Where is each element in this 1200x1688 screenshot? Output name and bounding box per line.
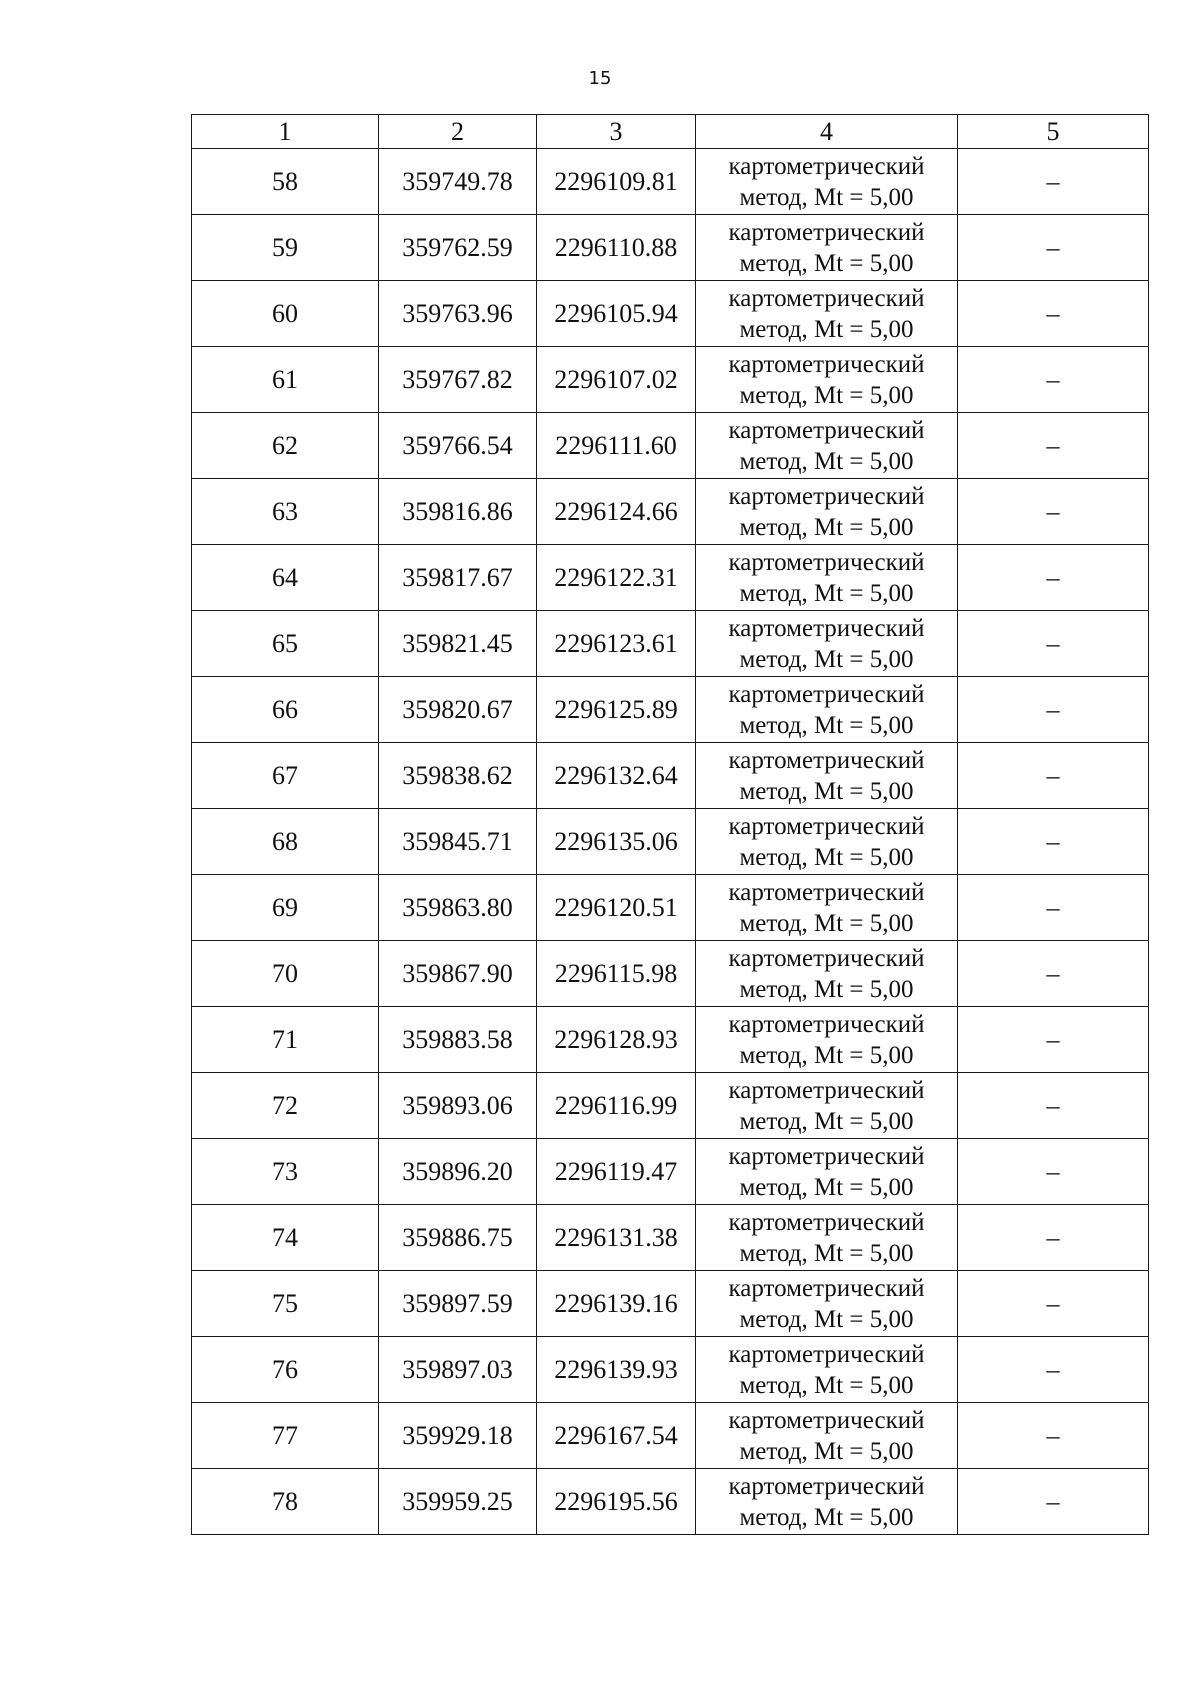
method-cell: [696, 1073, 958, 1139]
point-number-cell: 61: [192, 347, 379, 413]
point-number-cell: 70: [192, 941, 379, 1007]
method-line-2: метод, Mt = 5,00: [739, 447, 914, 475]
x-coordinate-cell: 359863.80: [379, 875, 537, 941]
table-row: [192, 1337, 1149, 1403]
table-row: [192, 875, 1149, 941]
method-line-2: метод, Mt = 5,00: [739, 975, 914, 1003]
description-cell: –: [958, 1403, 1149, 1469]
method-cell: [696, 809, 958, 875]
header-col-3: 3: [537, 115, 696, 149]
description-cell: –: [958, 215, 1149, 281]
y-coordinate-cell: 2296119.47: [537, 1139, 696, 1205]
y-coordinate-cell: 2296139.16: [537, 1271, 696, 1337]
method-cell: [696, 215, 958, 281]
method-line-1: картометрический: [728, 1142, 925, 1170]
x-coordinate-cell: 359820.67: [379, 677, 537, 743]
x-coordinate-cell: 359838.62: [379, 743, 537, 809]
method-line-2: метод, Mt = 5,00: [739, 843, 914, 871]
y-coordinate-cell: 2296132.64: [537, 743, 696, 809]
description-cell: –: [958, 149, 1149, 215]
table-row: [192, 1205, 1149, 1271]
method-cell: [696, 743, 958, 809]
description-cell: –: [958, 743, 1149, 809]
table-row: [192, 1469, 1149, 1535]
header-col-2: 2: [379, 115, 537, 149]
method-line-2: метод, Mt = 5,00: [739, 183, 914, 211]
point-number-cell: 74: [192, 1205, 379, 1271]
method-cell: [696, 941, 958, 1007]
y-coordinate-cell: 2296123.61: [537, 611, 696, 677]
point-number-cell: 65: [192, 611, 379, 677]
x-coordinate-cell: 359867.90: [379, 941, 537, 1007]
description-cell: –: [958, 941, 1149, 1007]
point-number-cell: 63: [192, 479, 379, 545]
description-cell: –: [958, 413, 1149, 479]
method-line-2: метод, Mt = 5,00: [739, 909, 914, 937]
method-line-1: картометрический: [728, 350, 925, 378]
method-line-2: метод, Mt = 5,00: [739, 777, 914, 805]
x-coordinate-cell: 359897.59: [379, 1271, 537, 1337]
method-line-1: картометрический: [728, 1472, 925, 1500]
table-row: [192, 545, 1149, 611]
table-row: [192, 413, 1149, 479]
method-line-1: картометрический: [728, 284, 925, 312]
method-line-2: метод, Mt = 5,00: [739, 711, 914, 739]
table-row: [192, 215, 1149, 281]
description-cell: –: [958, 611, 1149, 677]
method-line-1: картометрический: [728, 548, 925, 576]
method-line-1: картометрический: [728, 218, 925, 246]
x-coordinate-cell: 359821.45: [379, 611, 537, 677]
table-row: [192, 149, 1149, 215]
method-line-1: картометрический: [728, 1406, 925, 1434]
y-coordinate-cell: 2296115.98: [537, 941, 696, 1007]
point-number-cell: 67: [192, 743, 379, 809]
method-line-2: метод, Mt = 5,00: [739, 1173, 914, 1201]
table-row: [192, 941, 1149, 1007]
description-cell: –: [958, 1205, 1149, 1271]
point-number-cell: 64: [192, 545, 379, 611]
description-cell: –: [958, 479, 1149, 545]
method-cell: [696, 413, 958, 479]
point-number-cell: 60: [192, 281, 379, 347]
table-body: [192, 149, 1149, 1535]
method-line-1: картометрический: [728, 878, 925, 906]
method-cell: [696, 1205, 958, 1271]
table-row: [192, 1073, 1149, 1139]
method-cell: [696, 1469, 958, 1535]
x-coordinate-cell: 359816.86: [379, 479, 537, 545]
point-number-cell: 72: [192, 1073, 379, 1139]
x-coordinate-cell: 359929.18: [379, 1403, 537, 1469]
method-line-2: метод, Mt = 5,00: [739, 1437, 914, 1465]
method-line-2: метод, Mt = 5,00: [739, 1239, 914, 1267]
x-coordinate-cell: 359749.78: [379, 149, 537, 215]
point-number-cell: 78: [192, 1469, 379, 1535]
method-line-2: метод, Mt = 5,00: [739, 1503, 914, 1531]
y-coordinate-cell: 2296116.99: [537, 1073, 696, 1139]
method-cell: [696, 1139, 958, 1205]
point-number-cell: 69: [192, 875, 379, 941]
y-coordinate-cell: 2296131.38: [537, 1205, 696, 1271]
description-cell: –: [958, 545, 1149, 611]
method-line-2: метод, Mt = 5,00: [739, 513, 914, 541]
point-number-cell: 68: [192, 809, 379, 875]
x-coordinate-cell: 359896.20: [379, 1139, 537, 1205]
y-coordinate-cell: 2296125.89: [537, 677, 696, 743]
point-number-cell: 58: [192, 149, 379, 215]
description-cell: –: [958, 1469, 1149, 1535]
method-line-1: картометрический: [728, 812, 925, 840]
point-number-cell: 75: [192, 1271, 379, 1337]
method-cell: [696, 611, 958, 677]
table-row: [192, 1403, 1149, 1469]
y-coordinate-cell: 2296109.81: [537, 149, 696, 215]
method-cell: [696, 1403, 958, 1469]
table-row: [192, 743, 1149, 809]
point-number-cell: 71: [192, 1007, 379, 1073]
y-coordinate-cell: 2296122.31: [537, 545, 696, 611]
table-row: [192, 347, 1149, 413]
method-line-1: картометрический: [728, 614, 925, 642]
description-cell: –: [958, 1139, 1149, 1205]
description-cell: –: [958, 875, 1149, 941]
method-line-2: метод, Mt = 5,00: [739, 1371, 914, 1399]
method-cell: [696, 347, 958, 413]
x-coordinate-cell: 359817.67: [379, 545, 537, 611]
x-coordinate-cell: 359897.03: [379, 1337, 537, 1403]
table-row: [192, 281, 1149, 347]
point-number-cell: 59: [192, 215, 379, 281]
description-cell: –: [958, 1073, 1149, 1139]
method-line-2: метод, Mt = 5,00: [739, 249, 914, 277]
y-coordinate-cell: 2296110.88: [537, 215, 696, 281]
point-number-cell: 76: [192, 1337, 379, 1403]
method-line-1: картометрический: [728, 1340, 925, 1368]
method-line-2: метод, Mt = 5,00: [739, 315, 914, 343]
method-line-1: картометрический: [728, 680, 925, 708]
method-line-1: картометрический: [728, 416, 925, 444]
header-col-4: 4: [696, 115, 958, 149]
x-coordinate-cell: 359763.96: [379, 281, 537, 347]
table-row: [192, 1007, 1149, 1073]
header-col-5: 5: [958, 115, 1149, 149]
x-coordinate-cell: 359762.59: [379, 215, 537, 281]
x-coordinate-cell: 359845.71: [379, 809, 537, 875]
method-cell: [696, 545, 958, 611]
table-row: [192, 1271, 1149, 1337]
x-coordinate-cell: 359886.75: [379, 1205, 537, 1271]
y-coordinate-cell: 2296105.94: [537, 281, 696, 347]
point-number-cell: 73: [192, 1139, 379, 1205]
method-line-2: метод, Mt = 5,00: [739, 1107, 914, 1135]
x-coordinate-cell: 359883.58: [379, 1007, 537, 1073]
description-cell: –: [958, 1007, 1149, 1073]
description-cell: –: [958, 347, 1149, 413]
method-line-1: картометрический: [728, 1076, 925, 1104]
coordinates-table: [191, 114, 1149, 1535]
method-line-1: картометрический: [728, 746, 925, 774]
table-row: [192, 677, 1149, 743]
x-coordinate-cell: 359766.54: [379, 413, 537, 479]
x-coordinate-cell: 359959.25: [379, 1469, 537, 1535]
method-line-2: метод, Mt = 5,00: [739, 381, 914, 409]
method-cell: [696, 149, 958, 215]
method-line-2: метод, Mt = 5,00: [739, 1305, 914, 1333]
description-cell: –: [958, 1337, 1149, 1403]
method-cell: [696, 281, 958, 347]
method-line-2: метод, Mt = 5,00: [739, 1041, 914, 1069]
method-cell: [696, 1007, 958, 1073]
point-number-cell: 62: [192, 413, 379, 479]
page-number: 15: [588, 68, 612, 89]
description-cell: –: [958, 281, 1149, 347]
method-line-1: картометрический: [728, 1274, 925, 1302]
method-line-1: картометрический: [728, 1208, 925, 1236]
y-coordinate-cell: 2296107.02: [537, 347, 696, 413]
table-row: [192, 479, 1149, 545]
method-line-2: метод, Mt = 5,00: [739, 579, 914, 607]
point-number-cell: 77: [192, 1403, 379, 1469]
table-header-row: [192, 115, 1149, 149]
y-coordinate-cell: 2296128.93: [537, 1007, 696, 1073]
y-coordinate-cell: 2296139.93: [537, 1337, 696, 1403]
method-cell: [696, 479, 958, 545]
method-line-1: картометрический: [728, 944, 925, 972]
method-cell: [696, 1337, 958, 1403]
y-coordinate-cell: 2296120.51: [537, 875, 696, 941]
method-line-2: метод, Mt = 5,00: [739, 645, 914, 673]
y-coordinate-cell: 2296167.54: [537, 1403, 696, 1469]
x-coordinate-cell: 359893.06: [379, 1073, 537, 1139]
y-coordinate-cell: 2296124.66: [537, 479, 696, 545]
y-coordinate-cell: 2296195.56: [537, 1469, 696, 1535]
method-line-1: картометрический: [728, 482, 925, 510]
table-row: [192, 809, 1149, 875]
method-cell: [696, 1271, 958, 1337]
description-cell: –: [958, 1271, 1149, 1337]
x-coordinate-cell: 359767.82: [379, 347, 537, 413]
y-coordinate-cell: 2296135.06: [537, 809, 696, 875]
method-cell: [696, 677, 958, 743]
method-cell: [696, 875, 958, 941]
method-line-1: картометрический: [728, 152, 925, 180]
table-row: [192, 611, 1149, 677]
point-number-cell: 66: [192, 677, 379, 743]
y-coordinate-cell: 2296111.60: [537, 413, 696, 479]
method-line-1: картометрический: [728, 1010, 925, 1038]
table-row: [192, 1139, 1149, 1205]
header-col-1: 1: [192, 115, 379, 149]
description-cell: –: [958, 677, 1149, 743]
description-cell: –: [958, 809, 1149, 875]
